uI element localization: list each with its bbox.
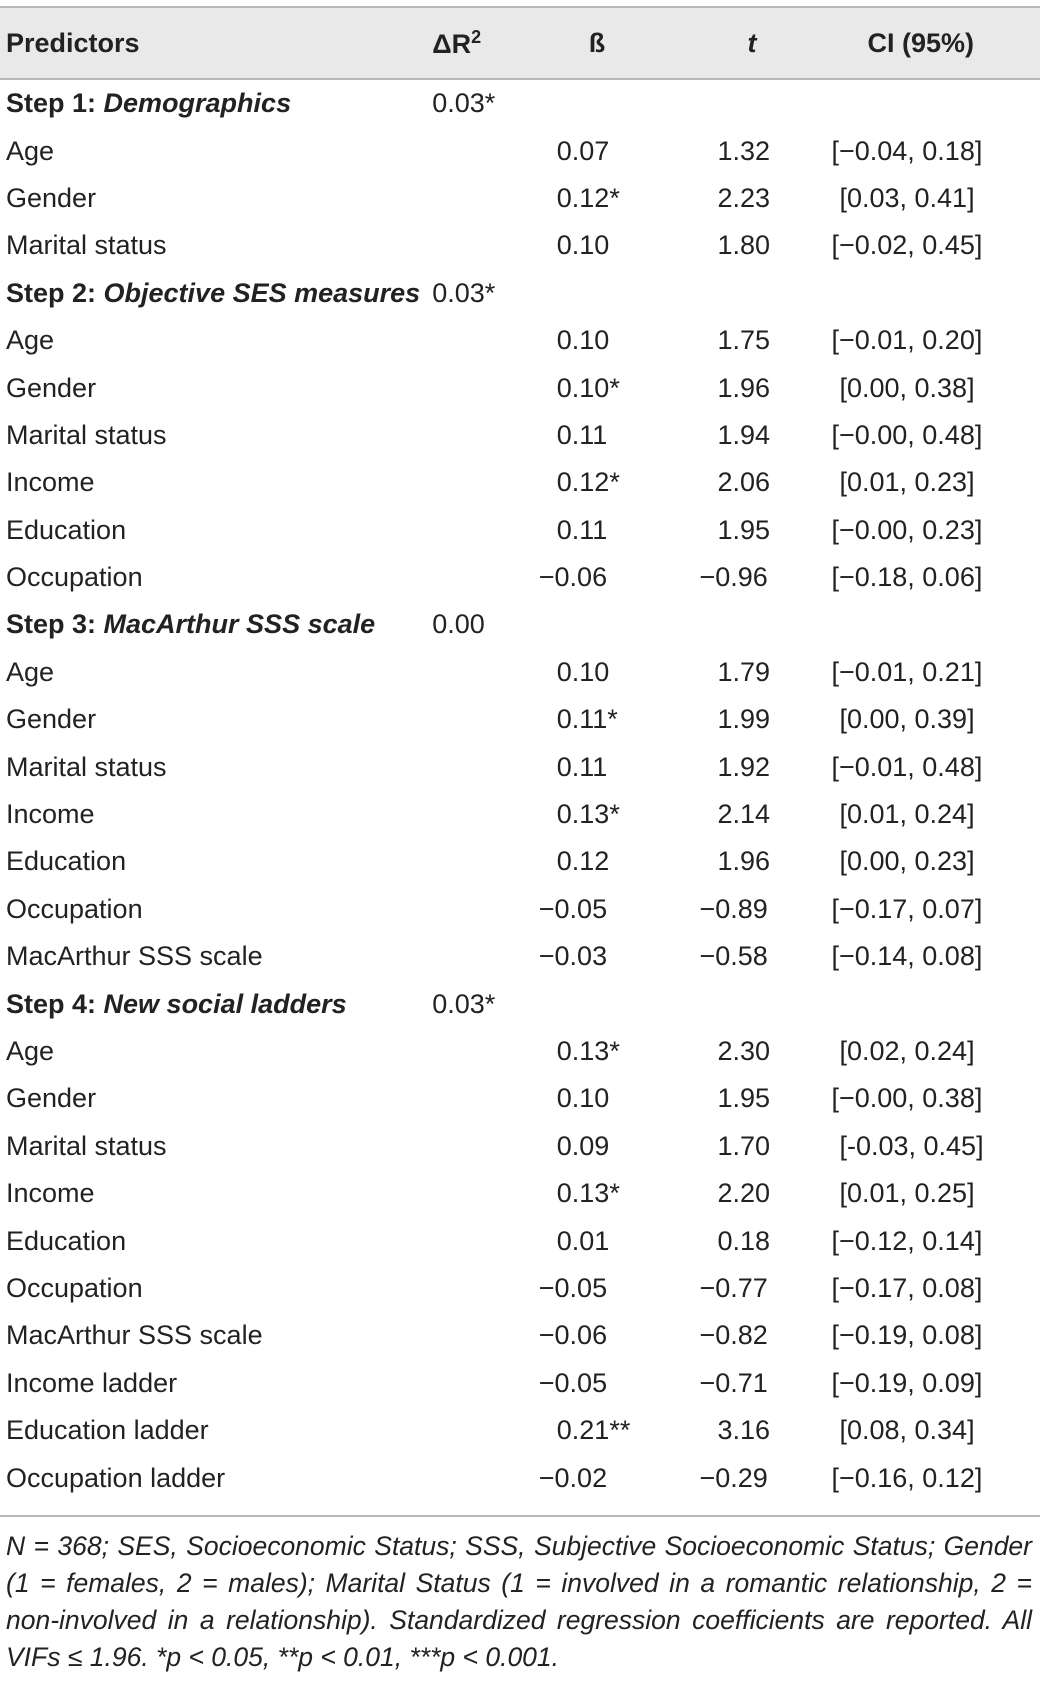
header-t: t <box>699 7 831 79</box>
predictor-cell: Age <box>6 135 55 166</box>
table-row <box>0 696 1040 743</box>
beta-cell: −0.05 <box>538 1272 608 1303</box>
delta-r2-cell <box>420 554 539 601</box>
beta-cell: −0.06 <box>538 1320 608 1351</box>
ci-cell: [-0.03, 0.45] <box>839 1130 984 1161</box>
delta-r2-cell <box>420 1407 539 1454</box>
step-label <box>0 980 420 1027</box>
delta-r2-cell <box>420 507 539 554</box>
ci-cell: [−0.16, 0.12] <box>831 1462 983 1493</box>
predictor-cell: Occupation ladder <box>6 1462 226 1493</box>
predictor-cell: Age <box>6 656 55 687</box>
predictor-cell: Income ladder <box>6 1367 178 1398</box>
ci-cell: [−0.01, 0.48] <box>831 751 983 782</box>
t-cell: −0.58 <box>699 941 768 972</box>
ci-cell: [−0.01, 0.21] <box>831 656 983 687</box>
predictor-cell: Gender <box>6 704 97 735</box>
predictor-cell: Occupation <box>6 893 143 924</box>
t-cell: 2.23 <box>717 182 771 213</box>
table-row <box>0 1170 1040 1217</box>
predictor-cell: Education <box>6 514 127 545</box>
table-row <box>0 1407 1040 1454</box>
step-prefix: Step 4: <box>6 988 104 1019</box>
beta-cell: 0.13* <box>556 799 620 830</box>
predictor-cell: Age <box>6 325 55 356</box>
beta-cell: 0.10 <box>556 656 610 687</box>
step-name: Demographics <box>103 88 292 119</box>
predictor-cell: Marital status <box>6 230 167 261</box>
t-cell: 1.75 <box>717 325 771 356</box>
ci-cell: [0.03, 0.41] <box>839 182 975 213</box>
t-cell: −0.96 <box>699 562 768 593</box>
step-name: MacArthur SSS scale <box>103 609 376 640</box>
step-beta-empty <box>539 980 700 1027</box>
step-row <box>0 79 1040 127</box>
beta-cell: −0.06 <box>538 562 608 593</box>
ci-cell: [0.00, 0.23] <box>839 846 975 877</box>
step-prefix: Step 3: <box>6 609 104 640</box>
predictor-cell: Income <box>6 467 95 498</box>
t-cell: 3.16 <box>717 1415 771 1446</box>
delta-r2-cell <box>420 127 539 174</box>
ci-cell: [−0.17, 0.07] <box>831 893 983 924</box>
ci-cell: [−0.18, 0.06] <box>831 562 983 593</box>
t-cell: −0.89 <box>699 893 768 924</box>
step-prefix: Step 1: <box>6 88 104 119</box>
ci-cell: [−0.01, 0.20] <box>831 325 983 356</box>
delta-r2-cell <box>420 317 539 364</box>
ci-cell: [−0.19, 0.09] <box>831 1367 983 1398</box>
ci-cell: [0.01, 0.25] <box>839 1178 975 1209</box>
delta-r2-cell <box>420 1028 539 1075</box>
table-row <box>0 743 1040 790</box>
beta-cell: 0.10 <box>556 230 610 261</box>
ci-cell: [0.01, 0.23] <box>839 467 975 498</box>
table-row <box>0 222 1040 269</box>
step-delta-r2: 0.00 <box>432 609 485 640</box>
step-name: Objective SES measures <box>103 277 421 308</box>
ci-cell: [−0.17, 0.08] <box>831 1272 983 1303</box>
ci-cell: [−0.19, 0.08] <box>831 1320 983 1351</box>
predictor-cell: Marital status <box>6 751 167 782</box>
step-label <box>0 270 420 317</box>
t-cell: −0.71 <box>699 1367 768 1398</box>
table-body <box>0 79 1040 1502</box>
table-row <box>0 507 1040 554</box>
t-cell: 1.94 <box>717 419 771 450</box>
table-row <box>0 317 1040 364</box>
delta-r2-cell <box>420 1217 539 1264</box>
step-row <box>0 980 1040 1027</box>
beta-cell: 0.11 <box>556 751 608 782</box>
step-label <box>0 79 420 127</box>
table-row <box>0 1360 1040 1407</box>
predictor-cell: MacArthur SSS scale <box>6 941 263 972</box>
beta-cell: 0.13* <box>556 1178 620 1209</box>
step-delta-r2: 0.03* <box>432 988 496 1019</box>
ci-cell: [−0.14, 0.08] <box>831 941 983 972</box>
ci-cell: [−0.00, 0.48] <box>831 419 983 450</box>
ci-cell: [−0.00, 0.23] <box>831 514 983 545</box>
header-predictors: Predictors <box>0 7 420 79</box>
t-cell: 2.06 <box>717 467 771 498</box>
delta-r2-cell <box>420 175 539 222</box>
step-row <box>0 270 1040 317</box>
beta-cell: 0.21** <box>556 1415 631 1446</box>
table-row <box>0 554 1040 601</box>
step-ci-empty <box>831 270 1040 317</box>
t-cell: 2.30 <box>717 1036 771 1066</box>
delta-r2-cell <box>420 364 539 411</box>
step-t-empty <box>699 270 831 317</box>
beta-cell: 0.10* <box>556 372 620 403</box>
predictor-cell: Occupation <box>6 562 143 593</box>
step-name: New social ladders <box>103 988 347 1019</box>
step-t-empty <box>699 980 831 1027</box>
delta-r2-cell <box>420 459 539 506</box>
table-row <box>0 1265 1040 1312</box>
predictor-cell: Gender <box>6 182 97 213</box>
header-delta-r2-text: ΔR <box>432 28 472 59</box>
ci-cell: [0.00, 0.39] <box>839 704 975 735</box>
table-row <box>0 838 1040 885</box>
predictor-cell: Education <box>6 1225 127 1256</box>
predictor-cell: Education <box>6 846 127 877</box>
ci-cell: [−0.12, 0.14] <box>831 1225 983 1256</box>
beta-cell: −0.05 <box>538 1367 608 1398</box>
ci-cell: [0.02, 0.24] <box>839 1036 975 1066</box>
delta-r2-cell <box>420 933 539 980</box>
table-row <box>0 649 1040 696</box>
table-footnote: N = 368; SES, Socioeconomic Status; SSS, Subjective Socioeconomic Status; Gender (1 = females, 2 = males); Marital Status (1 = involved in a romantic relationship, 2 = non-involved in a relationship). Standardized regression coefficients are reported. All VIFs ≤ 1.96. *p < 0.05, **p < 0.01, ***p < 0.001. <box>6 1531 1032 1672</box>
ci-cell: [−0.04, 0.18] <box>831 135 983 166</box>
table-header-row <box>0 7 1040 79</box>
t-cell: 1.96 <box>717 372 771 403</box>
ci-cell: [−0.00, 0.38] <box>831 1083 983 1114</box>
t-cell: 1.96 <box>717 846 771 877</box>
t-cell: 2.14 <box>717 799 771 830</box>
predictor-cell: Income <box>6 799 95 830</box>
predictor-cell: MacArthur SSS scale <box>6 1320 263 1351</box>
step-label <box>0 601 420 648</box>
beta-cell: 0.11 <box>556 419 608 450</box>
predictor-cell: Gender <box>6 372 97 403</box>
delta-r2-cell <box>420 1454 539 1501</box>
predictor-cell: Age <box>6 1036 55 1066</box>
t-cell: 1.80 <box>717 230 771 261</box>
step-ci-empty <box>831 980 1040 1027</box>
ci-cell: [0.01, 0.24] <box>839 799 975 830</box>
beta-cell: 0.12* <box>556 182 620 213</box>
beta-cell: 0.10 <box>556 1083 610 1114</box>
t-cell: −0.77 <box>699 1272 768 1303</box>
delta-r2-cell <box>420 649 539 696</box>
header-delta-r2-sup: 2 <box>471 26 482 47</box>
delta-r2-cell <box>420 1075 539 1122</box>
header-beta: ß <box>539 7 700 79</box>
t-cell: 1.99 <box>717 704 771 735</box>
beta-cell: 0.11* <box>556 704 618 735</box>
header-delta-r2 <box>420 7 539 79</box>
ci-cell: [0.00, 0.38] <box>839 372 975 403</box>
step-delta-r2: 0.03* <box>432 88 496 119</box>
header-ci: CI (95%) <box>831 7 1040 79</box>
predictor-cell: Occupation <box>6 1272 143 1303</box>
t-cell: 1.95 <box>717 514 771 545</box>
t-cell: 1.92 <box>717 751 771 782</box>
table-row <box>0 1028 1040 1075</box>
t-cell: 1.95 <box>717 1083 771 1114</box>
table-row <box>0 1217 1040 1264</box>
table-row <box>0 1123 1040 1170</box>
table-row <box>0 364 1040 411</box>
table-row <box>0 412 1040 459</box>
table-row <box>0 933 1040 980</box>
table-row <box>0 1454 1040 1501</box>
t-cell: −0.82 <box>699 1320 768 1351</box>
t-cell: 1.79 <box>717 656 771 687</box>
beta-cell: 0.12* <box>556 467 620 498</box>
delta-r2-cell <box>420 886 539 933</box>
table-row <box>0 459 1040 506</box>
beta-cell: 0.07 <box>556 135 610 166</box>
table-row <box>0 791 1040 838</box>
t-cell: 2.20 <box>717 1178 771 1209</box>
step-t-empty <box>699 79 831 127</box>
delta-r2-cell <box>420 1170 539 1217</box>
regression-table <box>0 6 1040 1502</box>
delta-r2-cell <box>420 743 539 790</box>
delta-r2-cell <box>420 222 539 269</box>
predictor-cell: Marital status <box>6 1130 167 1161</box>
delta-r2-cell <box>420 791 539 838</box>
beta-cell: −0.03 <box>538 941 608 972</box>
step-row <box>0 601 1040 648</box>
step-beta-empty <box>539 270 700 317</box>
table-row <box>0 127 1040 174</box>
predictor-cell: Marital status <box>6 419 167 450</box>
delta-r2-cell <box>420 1123 539 1170</box>
ci-cell: [−0.02, 0.45] <box>831 230 983 261</box>
t-cell: −0.29 <box>699 1462 768 1493</box>
t-cell: 1.32 <box>717 135 771 166</box>
beta-cell: 0.10 <box>556 325 610 356</box>
delta-r2-cell <box>420 1312 539 1359</box>
beta-cell: 0.11 <box>556 514 608 545</box>
delta-r2-cell <box>420 1360 539 1407</box>
step-prefix: Step 2: <box>6 277 104 308</box>
table-bottom-rule <box>0 1515 1040 1517</box>
predictor-cell: Education ladder <box>6 1415 209 1446</box>
table-row <box>0 1312 1040 1359</box>
table-row <box>0 175 1040 222</box>
table-row <box>0 886 1040 933</box>
step-t-empty <box>699 601 831 648</box>
step-delta-r2: 0.03* <box>432 277 496 308</box>
step-beta-empty <box>539 79 700 127</box>
delta-r2-cell <box>420 838 539 885</box>
beta-cell: 0.09 <box>556 1130 610 1161</box>
t-cell: 1.70 <box>717 1130 771 1161</box>
delta-r2-cell <box>420 696 539 743</box>
t-cell: 0.18 <box>717 1225 771 1256</box>
beta-cell: −0.05 <box>538 893 608 924</box>
step-ci-empty <box>831 79 1040 127</box>
beta-cell: 0.01 <box>556 1225 610 1256</box>
predictor-cell: Income <box>6 1178 95 1209</box>
delta-r2-cell <box>420 412 539 459</box>
predictor-cell: Gender <box>6 1083 97 1114</box>
beta-cell: 0.13* <box>556 1036 620 1066</box>
step-beta-empty <box>539 601 700 648</box>
table-row <box>0 1075 1040 1122</box>
beta-cell: −0.02 <box>538 1462 608 1493</box>
step-ci-empty <box>831 601 1040 648</box>
beta-cell: 0.12 <box>556 846 610 877</box>
delta-r2-cell <box>420 1265 539 1312</box>
ci-cell: [0.08, 0.34] <box>839 1415 975 1446</box>
